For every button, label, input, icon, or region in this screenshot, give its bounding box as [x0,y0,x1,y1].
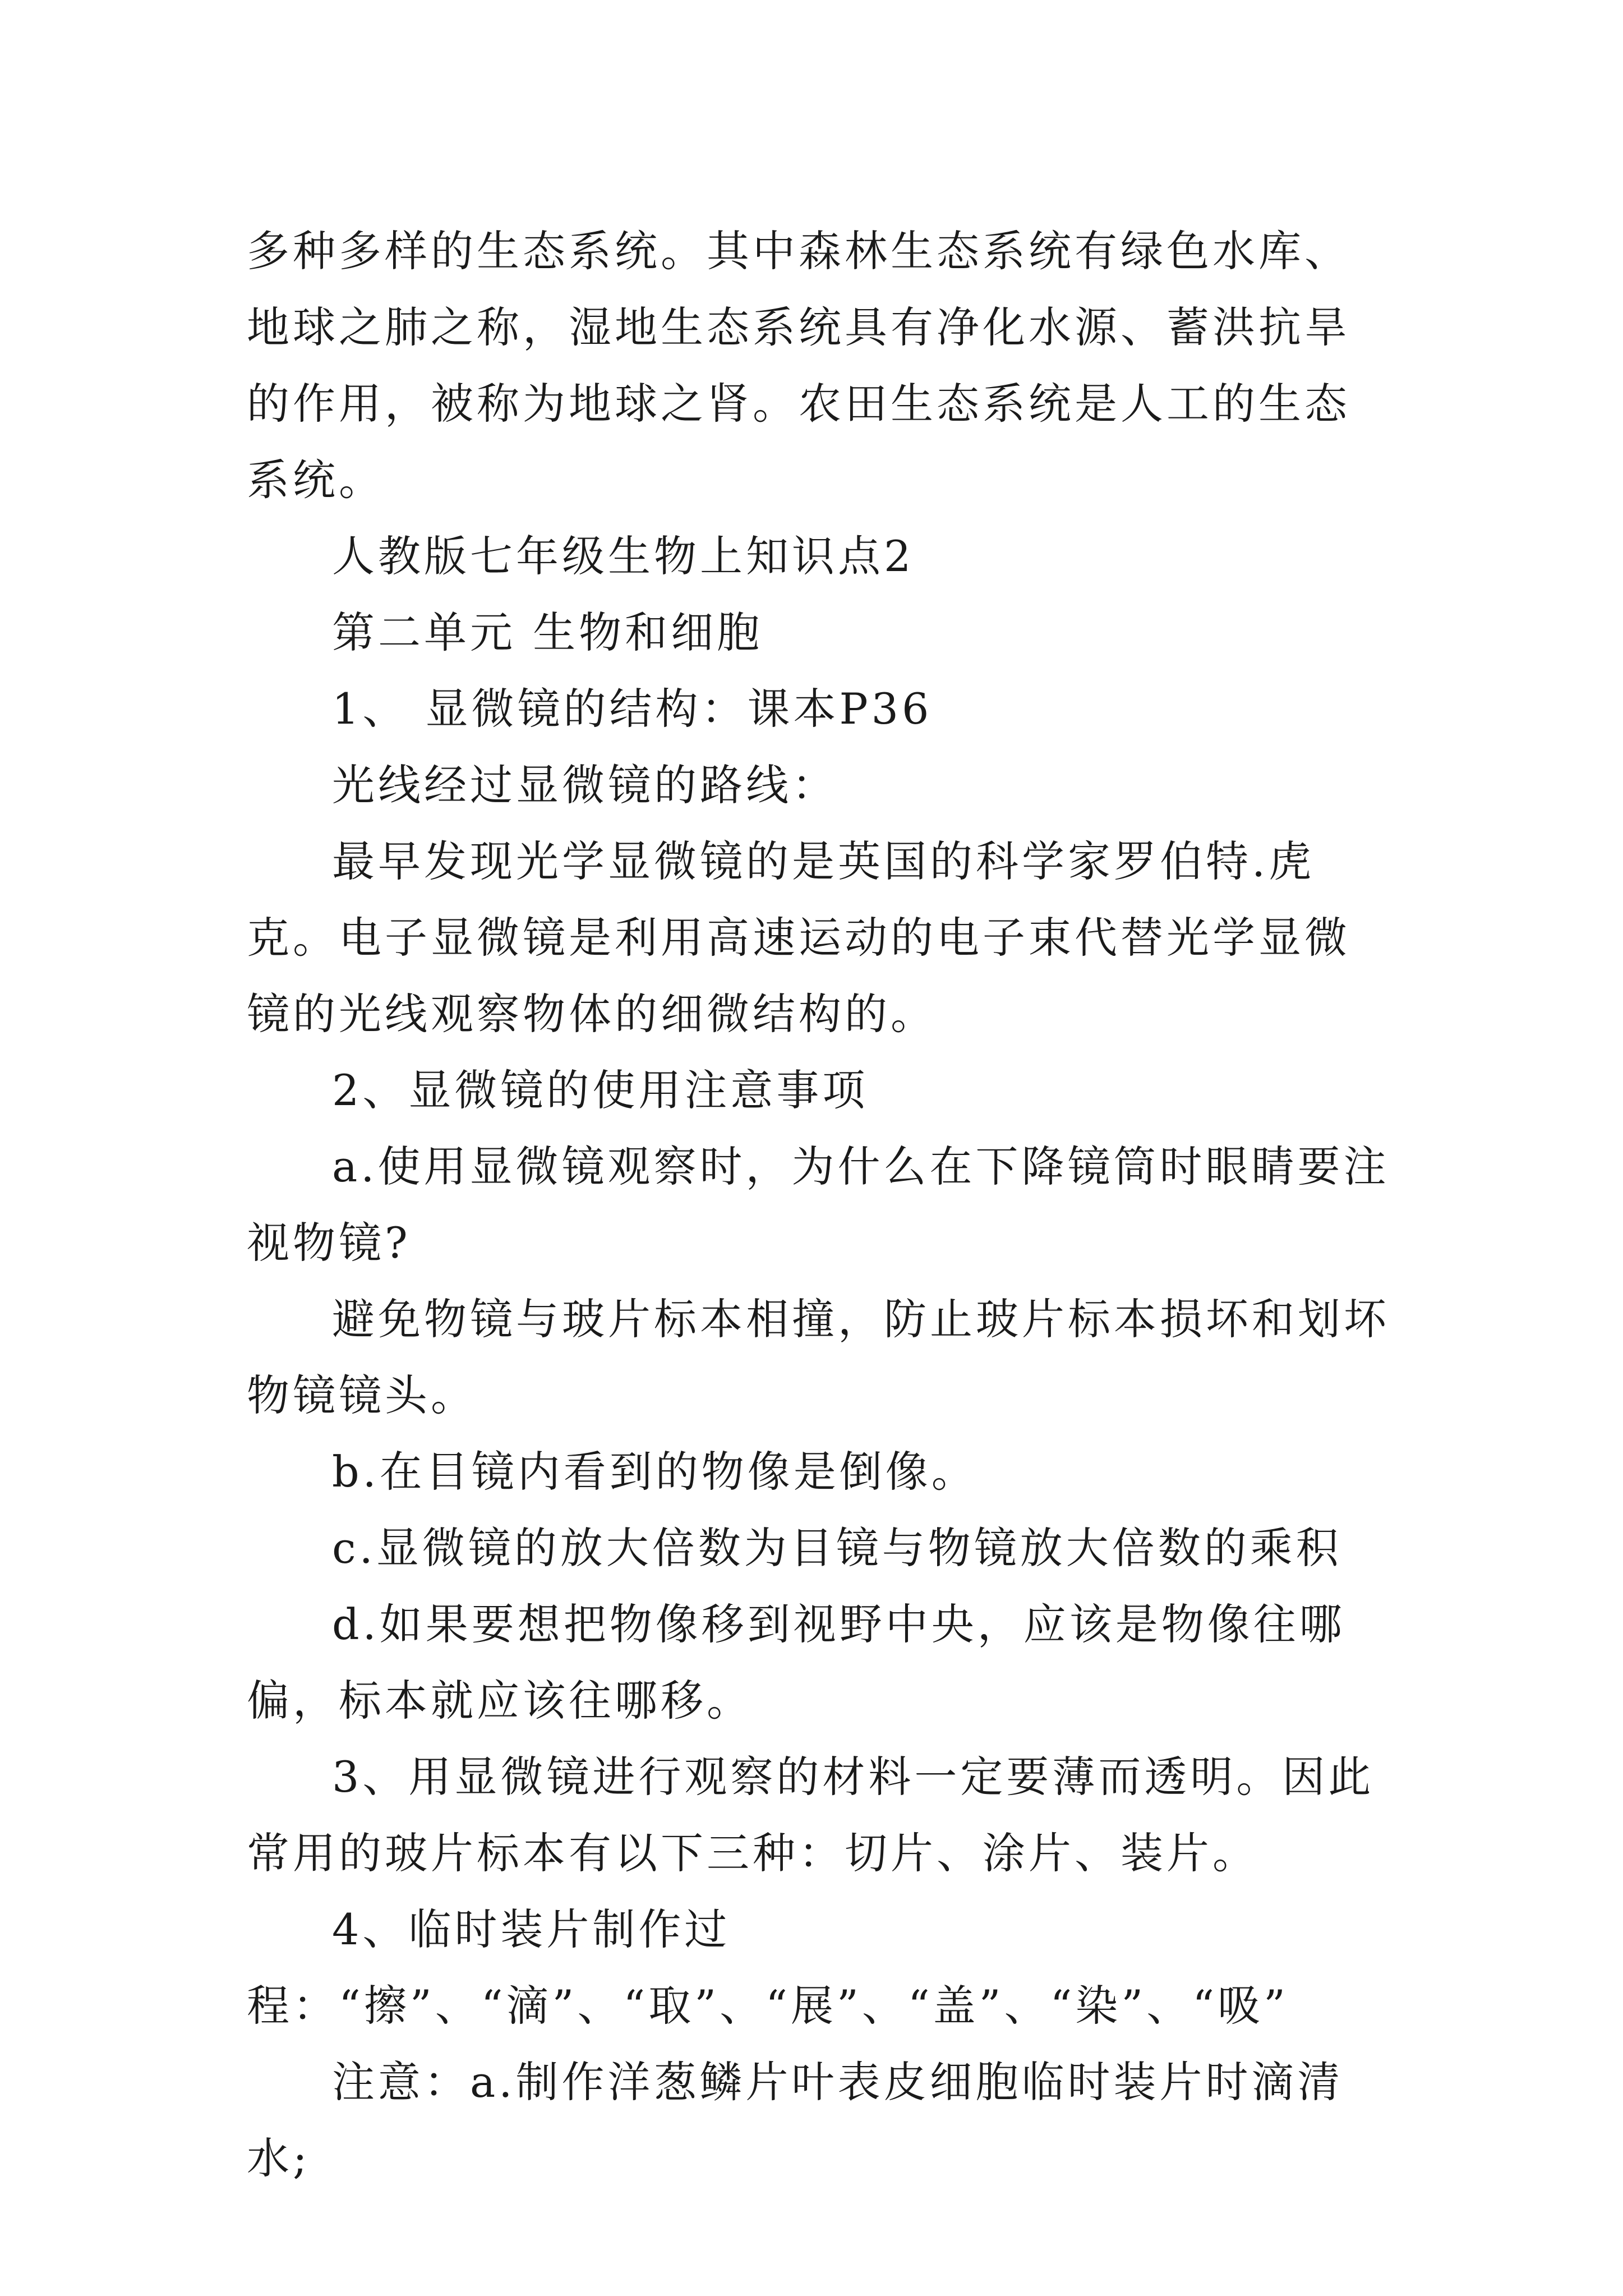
paragraph: 最早发现光学显微镜的是英国的科学家罗伯特.虎克。电子显微镜是利用高速运动的电子束代替光学显微镜的光线观察物体的细微结构的。 [247,836,1350,1039]
paragraph: 注意：a.制作洋葱鳞片叶表皮细胞临时装片时滴清水; [247,2057,1344,2183]
paragraph: 避免物镜与玻片标本相撞，防止玻片标本损坏和划坏物镜镜头。 [247,1294,1390,1420]
paragraph: c.显微镜的放大倍数为目镜与物镜放大倍数的乘积 [332,1523,1342,1573]
paragraph: a.使用显微镜观察时，为什么在下降镜筒时眼睛要注视物镜? [247,1142,1390,1268]
paragraph: 2、显微镜的使用注意事项 [332,1065,869,1115]
paragraph: 光线经过显微镜的路线： [332,760,838,810]
section-heading: 第二单元 生物和细胞 [332,608,763,657]
document-body [247,213,1391,2197]
paragraph: 1、 显微镜的结构：课本P36 [332,684,933,734]
paragraph: 3、用显微镜进行观察的材料一定要薄而透明。因此常用的玻片标本有以下三种：切片、涂片、装片。 [247,1752,1375,1878]
paragraph: 多种多样的生态系统。其中森林生态系统有绿色水库、地球之肺之称，湿地生态系统具有净化水源、蓄洪抗旱的作用，被称为地球之肾。农田生态系统是人工的生态系统。 [247,226,1350,505]
paragraph: d.如果要想把物像移到视野中央，应该是物像往哪偏，标本就应该往哪移。 [247,1599,1345,1726]
paragraph: 人教版七年级生物上知识点2 [332,531,915,581]
paragraph: 4、临时装片制作过程：“擦”、“滴”、“取”、“展”、“盖”、“染”、“吸” [247,1904,1289,2031]
paragraph: b.在目镜内看到的物像是倒像。 [332,1447,978,1497]
